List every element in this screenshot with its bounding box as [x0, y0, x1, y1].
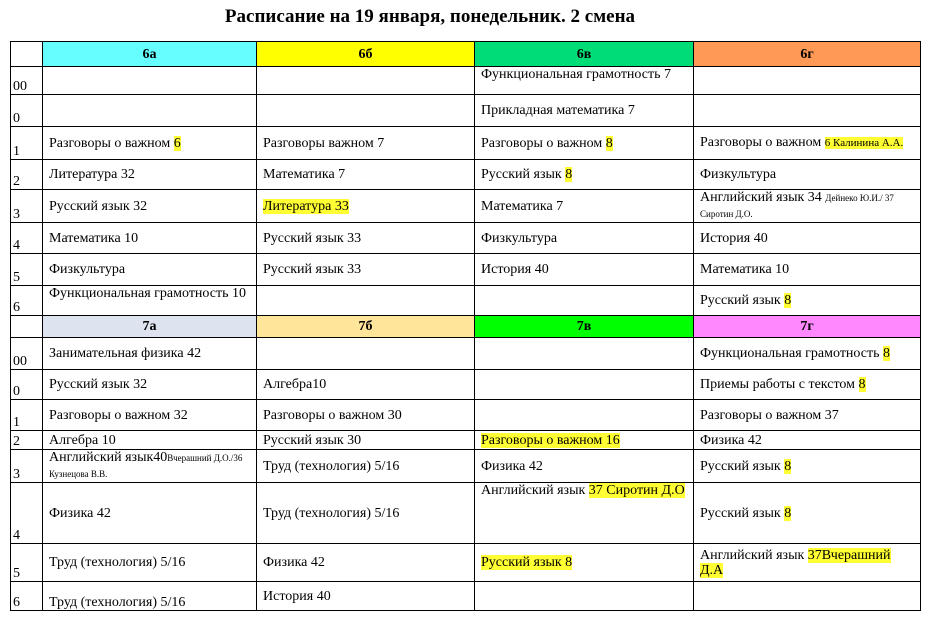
lesson-cell: Физика 42	[257, 544, 475, 582]
lesson-cell: Разговоры о важном 6	[43, 127, 257, 160]
class-header: 7б	[257, 316, 475, 338]
class-header-row	[11, 42, 921, 67]
lesson-number: 3	[11, 190, 43, 223]
lesson-cell: Литература 32	[43, 160, 257, 190]
lesson-number: 00	[11, 338, 43, 370]
lesson-cell: История 40	[694, 223, 921, 254]
class-header-row	[11, 316, 921, 338]
lesson-cell: Математика 7	[475, 190, 694, 223]
table-row	[11, 286, 921, 316]
class-header: 6в	[475, 42, 694, 67]
lesson-number: 4	[11, 483, 43, 544]
lesson-cell: Русский язык 8	[475, 544, 694, 582]
lesson-cell: Разговоры о важном 32	[43, 400, 257, 431]
lesson-cell: Русский язык 8	[694, 286, 921, 316]
lesson-cell: История 40	[475, 254, 694, 286]
lesson-cell: Функциональная грамотность 10	[43, 286, 257, 316]
lesson-cell	[475, 400, 694, 431]
page-title: Расписание на 19 января, понедельник. 2 смена	[224, 6, 636, 27]
lesson-cell: Английский язык 34 Дейнеко Ю.И./ 37 Сиротин Д.О.	[694, 190, 921, 223]
lesson-cell	[475, 370, 694, 400]
table-row	[11, 254, 921, 286]
lesson-cell: Функциональная грамотность 8	[694, 338, 921, 370]
table-row	[11, 400, 921, 431]
lesson-cell: Английский язык 37Вчерашний Д.А	[694, 544, 921, 582]
lesson-cell: История 40	[257, 582, 475, 611]
class-header: 6г	[694, 42, 921, 67]
lesson-cell: Английский язык 37 Сиротин Д.О	[475, 483, 694, 544]
lesson-cell: Математика 7	[257, 160, 475, 190]
lesson-number: 1	[11, 400, 43, 431]
lesson-cell: Функциональная грамотность 7	[475, 67, 694, 95]
class-header: 6а	[43, 42, 257, 67]
class-header: 7г	[694, 316, 921, 338]
lesson-cell: Английский язык40Вчерашний Д.О./36 Кузнецова В.В.	[43, 450, 257, 483]
lesson-cell: Русский язык 30	[257, 431, 475, 450]
lesson-number: 2	[11, 160, 43, 190]
table-row	[11, 483, 921, 544]
lesson-number: 6	[11, 286, 43, 316]
lesson-cell: Разговоры о важном 6 Калинина А.А.	[694, 127, 921, 160]
table-row	[11, 431, 921, 450]
lesson-number: 5	[11, 254, 43, 286]
lesson-cell: Русский язык 32	[43, 370, 257, 400]
lesson-cell: Труд (технология) 5/16	[43, 544, 257, 582]
lesson-cell	[475, 338, 694, 370]
lesson-number: 1	[11, 127, 43, 160]
lesson-cell	[694, 582, 921, 611]
header-corner-cell	[11, 316, 43, 338]
table-row	[11, 450, 921, 483]
table-row	[11, 190, 921, 223]
table-row	[11, 67, 921, 95]
lesson-cell: Разговоры о важном 8	[475, 127, 694, 160]
lesson-cell: Приемы работы с текстом 8	[694, 370, 921, 400]
lesson-cell: Труд (технология) 5/16	[257, 483, 475, 544]
table-row	[11, 223, 921, 254]
lesson-cell: Русский язык 8	[694, 450, 921, 483]
lesson-number: 4	[11, 223, 43, 254]
lesson-cell	[475, 286, 694, 316]
lesson-cell	[694, 95, 921, 127]
lesson-cell	[257, 95, 475, 127]
table-row	[11, 582, 921, 611]
table-row	[11, 544, 921, 582]
lesson-cell	[257, 286, 475, 316]
lesson-cell: Разговоры о важном 16	[475, 431, 694, 450]
lesson-cell: Физкультура	[43, 254, 257, 286]
lesson-cell: Занимательная физика 42	[43, 338, 257, 370]
lesson-cell	[43, 95, 257, 127]
lesson-cell: Алгебра10	[257, 370, 475, 400]
class-header: 7а	[43, 316, 257, 338]
lesson-number: 3	[11, 450, 43, 483]
lesson-cell: Физика 42	[475, 450, 694, 483]
lesson-cell: Труд (технология) 5/16	[257, 450, 475, 483]
class-header: 6б	[257, 42, 475, 67]
lesson-cell: Литература 33	[257, 190, 475, 223]
table-row	[11, 127, 921, 160]
header-corner-cell	[11, 42, 43, 67]
schedule-table	[10, 41, 921, 611]
lesson-cell: Алгебра 10	[43, 431, 257, 450]
table-row	[11, 160, 921, 190]
table-row	[11, 370, 921, 400]
lesson-cell: Физкультура	[694, 160, 921, 190]
table-row	[11, 338, 921, 370]
lesson-cell: Русский язык 33	[257, 254, 475, 286]
lesson-cell	[257, 338, 475, 370]
class-header: 7в	[475, 316, 694, 338]
lesson-cell: Разговоры важном 7	[257, 127, 475, 160]
lesson-cell	[694, 67, 921, 95]
lesson-number: 5	[11, 544, 43, 582]
lesson-number: 6	[11, 582, 43, 611]
lesson-cell	[475, 582, 694, 611]
lesson-cell: Русский язык 8	[475, 160, 694, 190]
lesson-number: 0	[11, 95, 43, 127]
lesson-cell: Физика 42	[43, 483, 257, 544]
lesson-cell	[43, 67, 257, 95]
lesson-cell: Разговоры о важном 30	[257, 400, 475, 431]
lesson-cell	[257, 67, 475, 95]
lesson-number: 00	[11, 67, 43, 95]
lesson-cell: Труд (технология) 5/16	[43, 582, 257, 611]
lesson-cell: Физика 42	[694, 431, 921, 450]
lesson-cell: Математика 10	[43, 223, 257, 254]
lesson-number: 2	[11, 431, 43, 450]
lesson-cell: Физкультура	[475, 223, 694, 254]
lesson-cell: Прикладная математика 7	[475, 95, 694, 127]
lesson-cell: Разговоры о важном 37	[694, 400, 921, 431]
lesson-cell: Русский язык 33	[257, 223, 475, 254]
lesson-cell: Русский язык 8	[694, 483, 921, 544]
table-row	[11, 95, 921, 127]
lesson-cell: Русский язык 32	[43, 190, 257, 223]
lesson-number: 0	[11, 370, 43, 400]
lesson-cell: Математика 10	[694, 254, 921, 286]
